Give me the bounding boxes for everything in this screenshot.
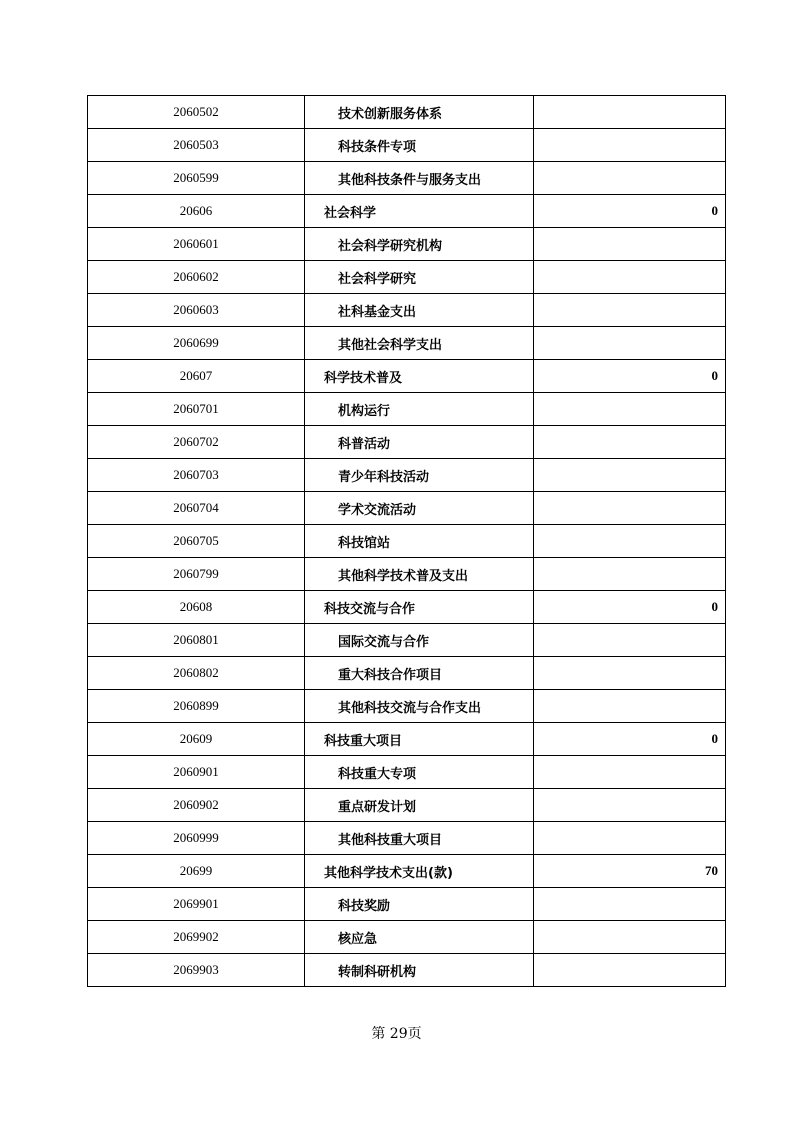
subject-name-cell: 其他科学技术普及支出 (305, 558, 534, 591)
amount-cell (534, 525, 726, 558)
subject-name-cell: 科技重大专项 (305, 756, 534, 789)
subject-name-cell: 科普活动 (305, 426, 534, 459)
subject-name-cell: 科学技术普及 (305, 360, 534, 393)
subject-name-cell: 青少年科技活动 (305, 459, 534, 492)
amount-cell: 0 (534, 360, 726, 393)
subject-name-cell: 科技交流与合作 (305, 591, 534, 624)
subject-name-cell: 科技重大项目 (305, 723, 534, 756)
amount-cell (534, 393, 726, 426)
subject-code-cell: 2060899 (88, 690, 305, 723)
table-row (88, 492, 726, 525)
subject-code-cell: 2060701 (88, 393, 305, 426)
table-row (88, 426, 726, 459)
subject-code-cell: 20699 (88, 855, 305, 888)
subject-code-cell: 2060801 (88, 624, 305, 657)
table-row (88, 129, 726, 162)
amount-cell (534, 822, 726, 855)
subject-code-cell: 2060699 (88, 327, 305, 360)
amount-cell (534, 888, 726, 921)
table-row (88, 228, 726, 261)
table-row (88, 360, 726, 393)
subject-code-cell: 2060702 (88, 426, 305, 459)
amount-cell (534, 162, 726, 195)
subject-name-cell: 学术交流活动 (305, 492, 534, 525)
table-row (88, 393, 726, 426)
table-row (88, 261, 726, 294)
amount-cell (534, 426, 726, 459)
amount-cell: 0 (534, 723, 726, 756)
table-row (88, 195, 726, 228)
subject-name-cell: 科技条件专项 (305, 129, 534, 162)
amount-cell (534, 624, 726, 657)
table-row (88, 690, 726, 723)
amount-cell (534, 261, 726, 294)
subject-code-cell: 2060502 (88, 96, 305, 129)
subject-code-cell: 2060999 (88, 822, 305, 855)
table-row (88, 327, 726, 360)
table-row (88, 96, 726, 129)
subject-name-cell: 社科基金支出 (305, 294, 534, 327)
subject-code-cell: 2060503 (88, 129, 305, 162)
subject-name-cell: 机构运行 (305, 393, 534, 426)
subject-name-cell: 重点研发计划 (305, 789, 534, 822)
subject-code-cell: 2069903 (88, 954, 305, 987)
table-row (88, 162, 726, 195)
subject-name-cell: 社会科学研究 (305, 261, 534, 294)
amount-cell (534, 327, 726, 360)
subject-code-cell: 2069902 (88, 921, 305, 954)
subject-code-cell: 2060703 (88, 459, 305, 492)
subject-name-cell: 其他科学技术支出(款) (305, 855, 534, 888)
table-row (88, 888, 726, 921)
subject-code-cell: 2060704 (88, 492, 305, 525)
subject-code-cell: 20607 (88, 360, 305, 393)
subject-code-cell: 2060802 (88, 657, 305, 690)
amount-cell (534, 228, 726, 261)
table-row (88, 723, 726, 756)
amount-cell: 0 (534, 195, 726, 228)
subject-code-cell: 2069901 (88, 888, 305, 921)
amount-cell (534, 459, 726, 492)
subject-code-cell: 2060603 (88, 294, 305, 327)
amount-cell (534, 789, 726, 822)
subject-name-cell: 科技奖励 (305, 888, 534, 921)
subject-code-cell: 20608 (88, 591, 305, 624)
table-row (88, 822, 726, 855)
amount-cell (534, 657, 726, 690)
amount-cell (534, 129, 726, 162)
table-row (88, 525, 726, 558)
amount-cell (534, 690, 726, 723)
table-row (88, 756, 726, 789)
table-row (88, 855, 726, 888)
subject-code-cell: 2060602 (88, 261, 305, 294)
amount-cell: 70 (534, 855, 726, 888)
amount-cell (534, 294, 726, 327)
table-row (88, 294, 726, 327)
table-row (88, 789, 726, 822)
subject-name-cell: 其他科技条件与服务支出 (305, 162, 534, 195)
subject-name-cell: 核应急 (305, 921, 534, 954)
table-row (88, 591, 726, 624)
subject-name-cell: 技术创新服务体系 (305, 96, 534, 129)
subject-name-cell: 转制科研机构 (305, 954, 534, 987)
table-row (88, 921, 726, 954)
budget-table (87, 95, 726, 987)
subject-code-cell: 2060599 (88, 162, 305, 195)
subject-name-cell: 社会科学 (305, 195, 534, 228)
amount-cell (534, 756, 726, 789)
subject-name-cell: 其他社会科学支出 (305, 327, 534, 360)
amount-cell (534, 954, 726, 987)
subject-code-cell: 2060705 (88, 525, 305, 558)
table-row (88, 657, 726, 690)
subject-code-cell: 20609 (88, 723, 305, 756)
subject-code-cell: 2060902 (88, 789, 305, 822)
amount-cell (534, 558, 726, 591)
table-row (88, 954, 726, 987)
subject-name-cell: 其他科技重大项目 (305, 822, 534, 855)
amount-cell (534, 96, 726, 129)
subject-code-cell: 20606 (88, 195, 305, 228)
subject-name-cell: 重大科技合作项目 (305, 657, 534, 690)
subject-code-cell: 2060601 (88, 228, 305, 261)
amount-cell (534, 921, 726, 954)
subject-name-cell: 国际交流与合作 (305, 624, 534, 657)
subject-code-cell: 2060901 (88, 756, 305, 789)
amount-cell: 0 (534, 591, 726, 624)
table-row (88, 624, 726, 657)
table-row (88, 558, 726, 591)
page-number: 第 29页 (371, 1026, 422, 1042)
table-row (88, 459, 726, 492)
amount-cell (534, 492, 726, 525)
subject-name-cell: 社会科学研究机构 (305, 228, 534, 261)
subject-name-cell: 科技馆站 (305, 525, 534, 558)
subject-code-cell: 2060799 (88, 558, 305, 591)
subject-name-cell: 其他科技交流与合作支出 (305, 690, 534, 723)
table-body (88, 96, 726, 987)
